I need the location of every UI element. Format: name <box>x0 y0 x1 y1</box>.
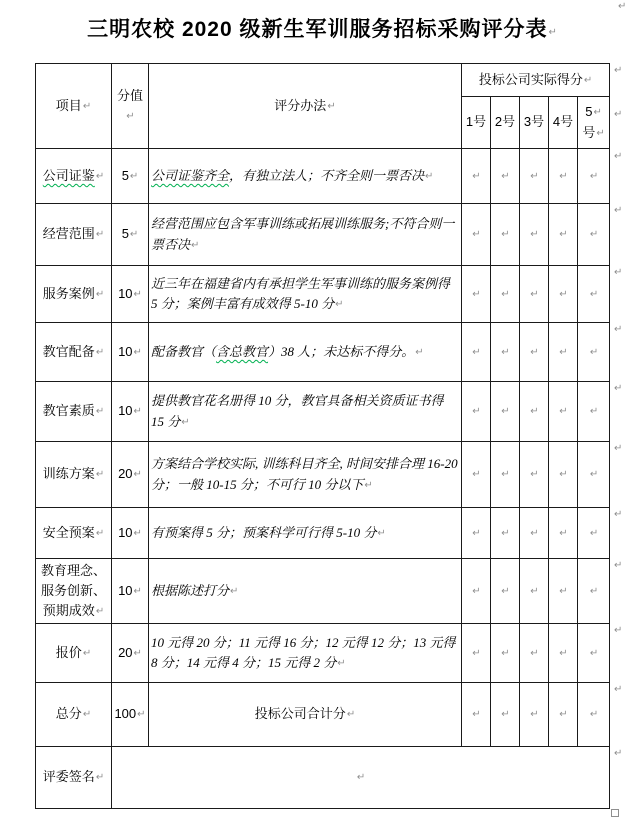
score-cell[interactable] <box>549 508 578 559</box>
score-cell[interactable] <box>549 683 578 747</box>
score-value: 10 <box>118 403 133 419</box>
paragraph-mark-icon: ↵ <box>589 346 599 358</box>
paragraph-mark-icon: ↵ <box>530 170 539 182</box>
paragraph-mark-icon: ↵ <box>356 772 366 784</box>
paragraph-mark-icon: ↵ <box>501 229 510 241</box>
item-cell <box>36 149 112 204</box>
paragraph-mark-icon: ↵ <box>95 346 105 358</box>
paragraph-mark-icon: ↵ <box>82 709 92 721</box>
score-value-cell <box>112 624 149 683</box>
method-text: 有预案得 5 分；预案科学可行得 5-10 分 <box>151 524 377 540</box>
score-cell[interactable] <box>520 204 549 266</box>
table-row <box>36 323 610 382</box>
score-cell[interactable] <box>462 382 491 442</box>
paragraph-mark-icon: ↵ <box>596 127 605 139</box>
paragraph-mark-icon: ↵ <box>530 288 539 300</box>
method-text: 经营范围应包含军事训练或拓展训练服务;不符合则一票否决 <box>151 216 455 252</box>
item-label: 公司证鉴 <box>42 167 95 183</box>
table-row <box>36 149 610 204</box>
score-cell[interactable] <box>462 149 491 204</box>
method-cell <box>149 204 462 266</box>
method-cell <box>149 442 462 508</box>
item-cell <box>36 442 112 508</box>
paragraph-mark-icon: ↵ <box>589 406 599 418</box>
method-text: 10 元得 20 分；11 元得 16 分；12 元得 12 分；13 元得 8 分；14 元得 4 分；15 元得 2 分 <box>151 634 456 670</box>
paragraph-mark-icon: ↵ <box>559 288 568 300</box>
paragraph-mark-icon: ↵ <box>501 527 510 539</box>
paragraph-mark-icon: ↵ <box>559 527 568 539</box>
paragraph-mark-icon: ↵ <box>425 170 434 182</box>
paragraph-mark-icon: ↵ <box>530 346 539 358</box>
paragraph-mark-icon: ↵ <box>95 772 105 784</box>
paragraph-mark-icon: ↵ <box>618 1 627 12</box>
paragraph-mark-icon: ↵ <box>133 647 142 659</box>
paragraph-mark-icon: ↵ <box>230 585 239 597</box>
paragraph-mark-icon: ↵ <box>472 229 481 241</box>
total-item-cell <box>36 683 112 747</box>
method-text: 配备教官（ <box>151 343 217 359</box>
table-row <box>36 508 610 559</box>
paragraph-mark-icon: ↵ <box>95 606 105 618</box>
score-cell[interactable] <box>549 624 578 683</box>
total-method-cell <box>149 683 462 747</box>
paragraph-mark-icon: ↵ <box>530 406 539 418</box>
paragraph-mark-icon: ↵ <box>530 229 539 241</box>
paragraph-mark-icon: ↵ <box>559 346 568 358</box>
paragraph-mark-icon: ↵ <box>589 229 599 241</box>
paragraph-mark-icon: ↵ <box>530 647 539 659</box>
bidder-5-label: 5 <box>585 104 593 120</box>
score-value-cell <box>112 559 149 624</box>
signature-label: 评委签名 <box>42 769 95 785</box>
paragraph-mark-icon: ↵ <box>472 527 481 539</box>
paragraph-mark-icon: ↵ <box>589 709 599 721</box>
score-value-cell <box>112 149 149 204</box>
paragraph-mark-icon: ↵ <box>593 107 602 119</box>
paragraph-mark-icon: ↵ <box>530 709 539 721</box>
score-value: 10 <box>118 582 133 598</box>
header-item <box>36 64 112 149</box>
header-score-label: 分值 <box>116 87 143 103</box>
header-score <box>112 64 149 149</box>
method-cell <box>149 149 462 204</box>
header-bidder-5 <box>578 97 610 149</box>
paragraph-mark-icon: ↵ <box>614 560 623 571</box>
paragraph-mark-icon: ↵ <box>472 647 481 659</box>
paragraph-mark-icon: ↵ <box>472 288 481 300</box>
paragraph-mark-icon: ↵ <box>589 647 599 659</box>
paragraph-mark-icon: ↵ <box>133 585 142 597</box>
score-cell[interactable] <box>491 204 520 266</box>
signature-label-cell <box>36 747 112 809</box>
score-cell[interactable] <box>491 382 520 442</box>
paragraph-mark-icon: ↵ <box>95 527 105 539</box>
item-cell <box>36 624 112 683</box>
paragraph-mark-icon: ↵ <box>614 65 623 76</box>
paragraph-mark-icon: ↵ <box>133 288 142 300</box>
header-method <box>149 64 462 149</box>
paragraph-mark-icon: ↵ <box>472 406 481 418</box>
paragraph-mark-icon: ↵ <box>614 625 623 636</box>
paragraph-mark-icon: ↵ <box>614 509 623 520</box>
score-cell[interactable] <box>549 266 578 323</box>
header-group-label: 投标公司实际得分 <box>478 71 583 87</box>
paragraph-mark-icon: ↵ <box>95 469 105 481</box>
score-cell[interactable] <box>462 683 491 747</box>
score-cell[interactable] <box>578 204 610 266</box>
method-cell <box>149 323 462 382</box>
paragraph-mark-icon: ↵ <box>589 585 599 597</box>
paragraph-mark-icon: ↵ <box>530 527 539 539</box>
score-cell[interactable] <box>462 204 491 266</box>
paragraph-mark-icon: ↵ <box>501 346 510 358</box>
signature-row <box>36 747 610 809</box>
paragraph-mark-icon: ↵ <box>559 469 568 481</box>
table-row <box>36 204 610 266</box>
paragraph-mark-icon: ↵ <box>614 109 623 120</box>
paragraph-mark-icon: ↵ <box>133 469 142 481</box>
item-label: 报价 <box>55 644 82 660</box>
score-cell[interactable] <box>549 149 578 204</box>
paragraph-mark-icon: ↵ <box>559 709 568 721</box>
paragraph-mark-icon: ↵ <box>82 647 92 659</box>
score-cell[interactable] <box>520 624 549 683</box>
score-value-cell <box>112 323 149 382</box>
item-cell <box>36 204 112 266</box>
signature-input-cell[interactable] <box>112 747 610 809</box>
method-cell <box>149 508 462 559</box>
score-cell[interactable] <box>462 508 491 559</box>
score-cell[interactable] <box>462 266 491 323</box>
header-bidder-3 <box>520 97 549 149</box>
item-cell <box>36 266 112 323</box>
score-value-cell <box>112 508 149 559</box>
score-cell[interactable] <box>578 266 610 323</box>
paragraph-mark-icon: ↵ <box>337 658 346 669</box>
paragraph-mark-icon: ↵ <box>327 100 336 112</box>
score-cell[interactable] <box>462 442 491 508</box>
item-label: 教官素质 <box>42 403 95 419</box>
paragraph-mark-icon: ↵ <box>589 469 599 481</box>
paragraph-mark-icon: ↵ <box>614 684 623 695</box>
item-label: 教育理念、服务创新、预期成效 <box>40 562 106 619</box>
score-cell[interactable] <box>520 149 549 204</box>
item-label: 服务案例 <box>42 285 95 301</box>
bidder-4-label: 4号 <box>552 114 574 130</box>
score-cell[interactable] <box>578 508 610 559</box>
paragraph-mark-icon: ↵ <box>415 346 424 358</box>
score-value: 5 <box>121 167 129 183</box>
paragraph-mark-icon: ↵ <box>501 288 510 300</box>
item-label: 安全预案 <box>42 524 95 540</box>
method-text-squiggle: 含总教官 <box>216 343 269 359</box>
score-value-cell <box>112 204 149 266</box>
paragraph-mark-icon: ↵ <box>129 229 139 241</box>
header-bidder-4 <box>549 97 578 149</box>
scoring-table <box>35 63 610 809</box>
score-cell[interactable] <box>520 442 549 508</box>
score-cell[interactable] <box>549 442 578 508</box>
score-cell[interactable] <box>491 624 520 683</box>
score-cell[interactable] <box>578 442 610 508</box>
paragraph-mark-icon: ↵ <box>364 479 373 491</box>
paragraph-mark-icon: ↵ <box>95 288 105 300</box>
paragraph-mark-icon: ↵ <box>589 288 599 300</box>
paragraph-mark-icon: ↵ <box>501 469 510 481</box>
score-cell[interactable] <box>491 559 520 624</box>
score-value-cell <box>112 266 149 323</box>
header-group <box>462 64 610 97</box>
paragraph-mark-icon: ↵ <box>614 267 623 278</box>
paragraph-mark-icon: ↵ <box>126 111 135 122</box>
score-cell[interactable] <box>520 382 549 442</box>
header-method-label: 评分办法 <box>274 97 327 113</box>
item-cell <box>36 382 112 442</box>
paragraph-mark-icon: ↵ <box>191 239 200 251</box>
score-cell[interactable] <box>578 382 610 442</box>
score-cell[interactable] <box>520 508 549 559</box>
score-cell[interactable] <box>549 382 578 442</box>
page-title-text: 三明农校 2020 级新生军训服务招标采购评分表 <box>87 18 548 41</box>
paragraph-mark-icon: ↵ <box>501 170 510 182</box>
score-cell[interactable] <box>491 508 520 559</box>
item-cell <box>36 508 112 559</box>
total-score-value: 100 <box>114 706 137 722</box>
method-text: 根据陈述打分 <box>151 582 230 598</box>
score-cell[interactable] <box>549 323 578 382</box>
paragraph-mark-icon: ↵ <box>472 709 481 721</box>
paragraph-mark-icon: ↵ <box>559 229 568 241</box>
method-text: 提供教官花名册得 10 分，教官具备相关资质证书得 15 分 <box>151 393 444 429</box>
bidder-1-label: 1号 <box>465 114 487 130</box>
paragraph-mark-icon: ↵ <box>133 346 142 358</box>
header-row-1 <box>36 64 610 97</box>
paragraph-mark-icon: ↵ <box>346 709 356 721</box>
paragraph-mark-icon: ↵ <box>614 383 623 394</box>
paragraph-mark-icon: ↵ <box>95 229 105 241</box>
paragraph-mark-icon: ↵ <box>559 647 568 659</box>
score-cell[interactable] <box>549 204 578 266</box>
method-text-post: ，有独立法人；不齐全则一票否决 <box>229 167 425 183</box>
paragraph-mark-icon: ↵ <box>589 527 599 539</box>
paragraph-mark-icon: ↵ <box>559 170 568 182</box>
paragraph-mark-icon: ↵ <box>501 406 510 418</box>
paragraph-mark-icon: ↵ <box>181 416 190 428</box>
score-cell[interactable] <box>578 323 610 382</box>
paragraph-mark-icon: ↵ <box>501 585 510 597</box>
score-cell[interactable] <box>491 323 520 382</box>
score-value: 10 <box>118 285 133 301</box>
paragraph-mark-icon: ↵ <box>472 585 481 597</box>
score-value: 10 <box>118 343 133 359</box>
item-label: 训练方案 <box>42 466 95 482</box>
paragraph-mark-icon: ↵ <box>530 585 539 597</box>
score-cell[interactable] <box>520 323 549 382</box>
score-cell[interactable] <box>462 323 491 382</box>
total-row <box>36 683 610 747</box>
total-method-text: 投标公司合计分 <box>254 706 346 722</box>
paragraph-mark-icon: ↵ <box>82 100 92 112</box>
paragraph-mark-icon: ↵ <box>133 527 142 539</box>
score-value-cell <box>112 382 149 442</box>
paragraph-mark-icon: ↵ <box>472 346 481 358</box>
item-label: 经营范围 <box>42 226 95 242</box>
paragraph-mark-icon: ↵ <box>614 324 623 335</box>
paragraph-mark-icon: ↵ <box>137 709 146 721</box>
paragraph-mark-icon: ↵ <box>583 74 593 86</box>
method-cell <box>149 266 462 323</box>
item-cell <box>36 323 112 382</box>
paragraph-mark-icon: ↵ <box>95 406 105 418</box>
header-bidder-1 <box>462 97 491 149</box>
paragraph-mark-icon: ↵ <box>501 709 510 721</box>
method-text-squiggle: 公司证鉴齐全 <box>151 167 230 183</box>
paragraph-mark-icon: ↵ <box>129 170 139 182</box>
score-cell[interactable] <box>520 559 549 624</box>
score-cell[interactable] <box>520 683 549 747</box>
paragraph-mark-icon: ↵ <box>559 406 568 418</box>
bidder-2-label: 2号 <box>494 114 516 130</box>
paragraph-mark-icon: ↵ <box>133 406 142 418</box>
score-cell[interactable] <box>491 683 520 747</box>
paragraph-mark-icon: ↵ <box>614 443 623 454</box>
item-cell <box>36 559 112 624</box>
paragraph-mark-icon: ↵ <box>95 170 105 182</box>
method-text: 近三年在福建省内有承担学生军事训练的服务案例得 5 分；案例丰富有成效得 5-10 分 <box>151 275 451 311</box>
paragraph-mark-icon: ↵ <box>377 527 386 539</box>
total-score-cell <box>112 683 149 747</box>
table-row <box>36 382 610 442</box>
score-cell[interactable] <box>491 442 520 508</box>
score-cell[interactable] <box>549 559 578 624</box>
score-cell[interactable] <box>462 559 491 624</box>
paragraph-mark-icon: ↵ <box>335 299 344 310</box>
score-cell[interactable] <box>491 266 520 323</box>
table-resize-handle[interactable] <box>611 809 619 817</box>
table-row <box>36 624 610 683</box>
score-cell[interactable] <box>491 149 520 204</box>
paragraph-mark-icon: ↵ <box>472 170 481 182</box>
item-label: 教官配备 <box>42 343 95 359</box>
score-cell[interactable] <box>462 624 491 683</box>
header-item-label: 项目 <box>55 97 82 113</box>
paragraph-mark-icon: ↵ <box>559 585 568 597</box>
bidder-3-label: 3号 <box>523 114 545 130</box>
score-cell[interactable] <box>520 266 549 323</box>
page-title <box>0 13 644 43</box>
header-bidder-2 <box>491 97 520 149</box>
table-row <box>36 559 610 624</box>
paragraph-mark-icon: ↵ <box>501 647 510 659</box>
score-value: 20 <box>118 466 133 482</box>
score-value: 20 <box>118 644 133 660</box>
score-cell[interactable] <box>578 559 610 624</box>
total-label: 总分 <box>55 706 82 722</box>
paragraph-mark-icon: ↵ <box>548 27 557 38</box>
table-row <box>36 442 610 508</box>
method-text: 方案结合学校实际, 训练科目齐全, 时间安排合理 16-20 分；一般 10-15 分；不可行 10 分以下 <box>151 456 458 492</box>
score-cell[interactable] <box>578 149 610 204</box>
method-cell <box>149 382 462 442</box>
paragraph-mark-icon: ↵ <box>472 469 481 481</box>
method-cell <box>149 559 462 624</box>
paragraph-mark-icon: ↵ <box>589 170 599 182</box>
score-value: 10 <box>118 524 133 540</box>
paragraph-mark-icon: ↵ <box>614 748 623 759</box>
method-cell <box>149 624 462 683</box>
paragraph-mark-icon: ↵ <box>530 469 539 481</box>
score-value: 5 <box>121 226 129 242</box>
table-row <box>36 266 610 323</box>
score-cell[interactable] <box>578 624 610 683</box>
method-text-post: ）38 人；未达标不得分。 <box>268 343 415 359</box>
bidder-5-label-line2: 号 <box>582 124 596 140</box>
score-cell[interactable] <box>578 683 610 747</box>
paragraph-mark-icon: ↵ <box>614 151 623 162</box>
score-value-cell <box>112 442 149 508</box>
paragraph-mark-icon: ↵ <box>614 205 623 216</box>
